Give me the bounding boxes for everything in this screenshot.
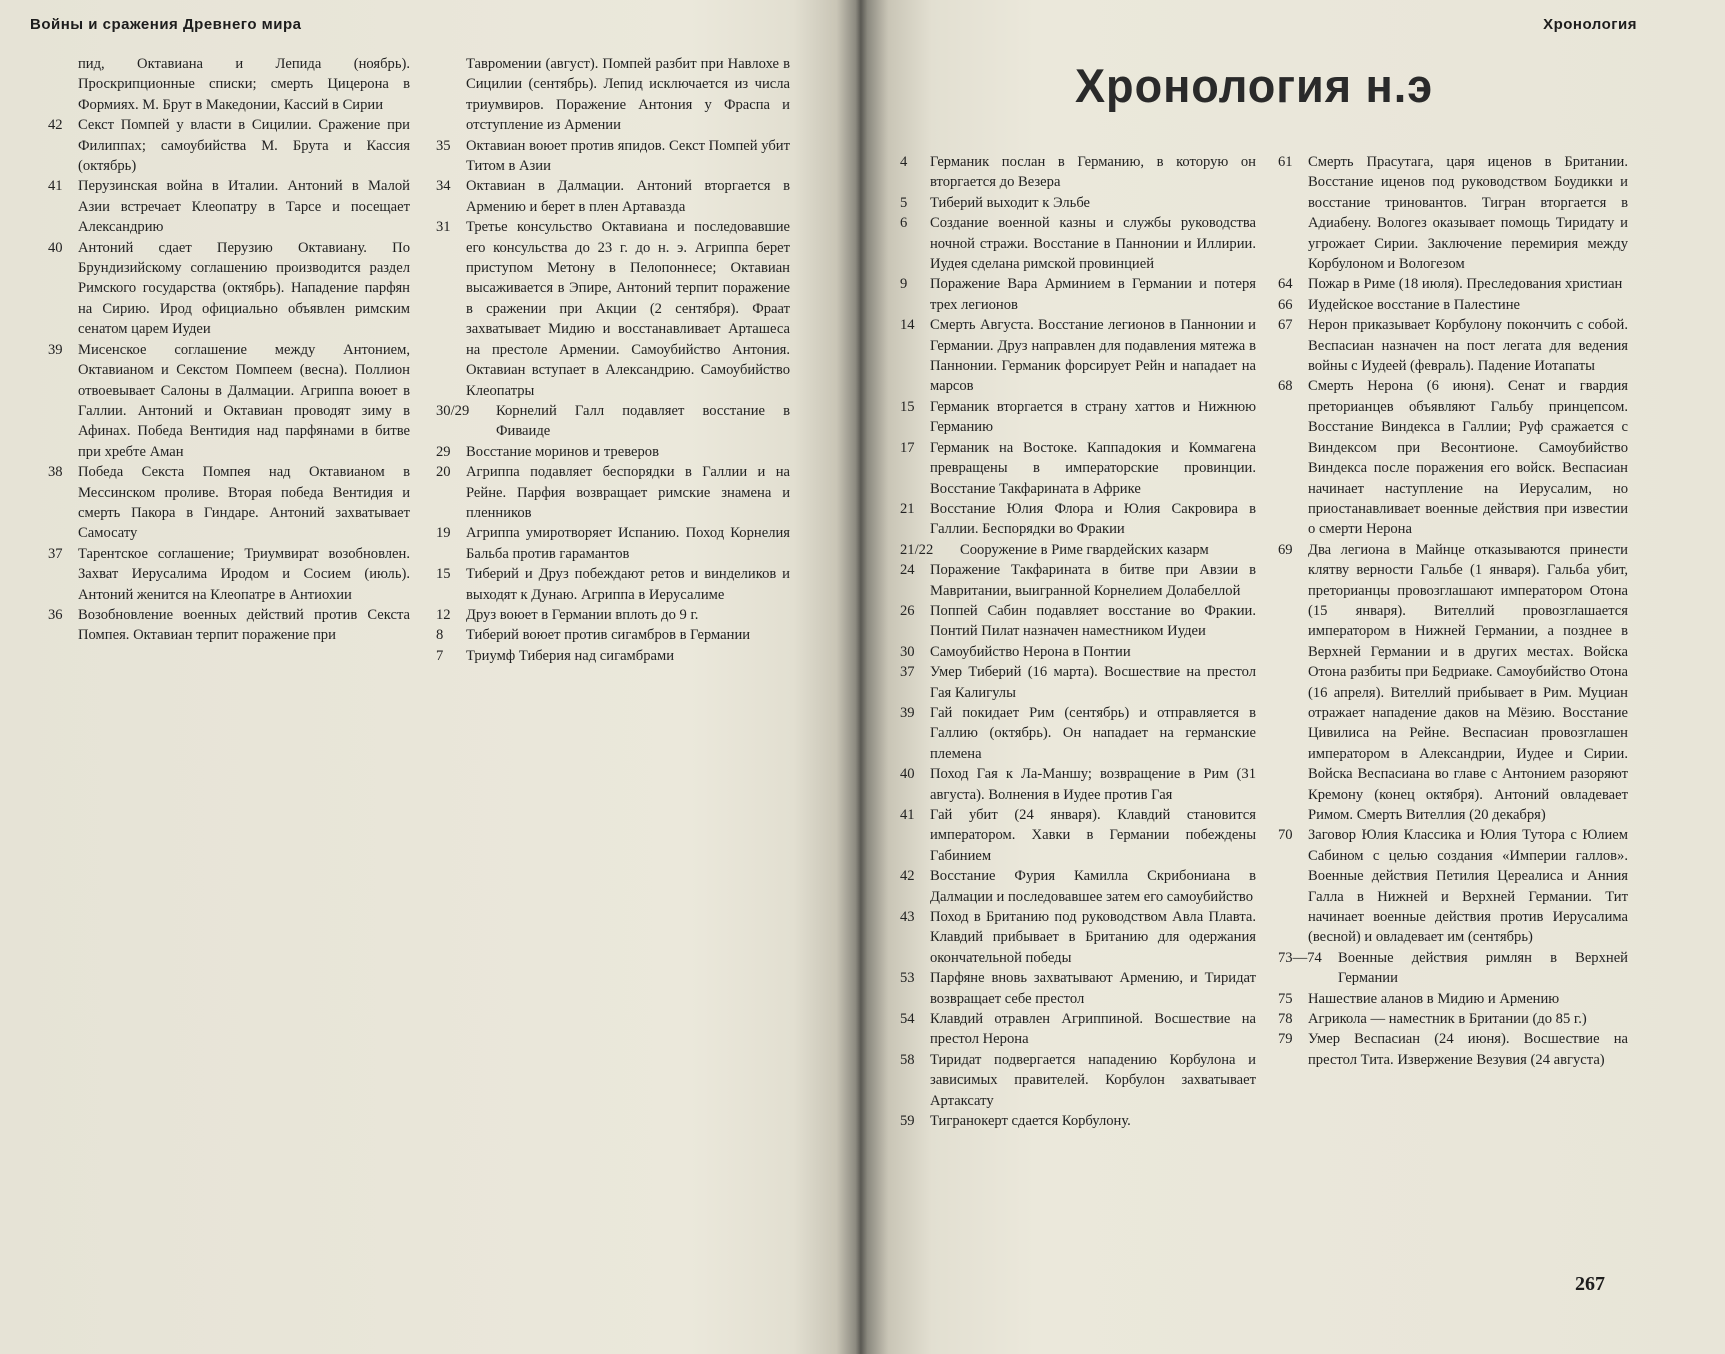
entry-text: Гай убит (24 января). Клавдий становится императором. Хавки в Германии побеждены Габинием bbox=[930, 807, 1256, 864]
entry-text: Агрикола — наместник в Британии (до 85 г.) bbox=[1308, 1011, 1587, 1028]
entry-year: 66 bbox=[1278, 296, 1293, 313]
entry-text: Друз воюет в Германии вплоть до 9 г. bbox=[466, 606, 699, 623]
chronology-entry bbox=[900, 438, 1256, 499]
left-column-1 bbox=[48, 54, 410, 646]
entry-year: 6 bbox=[900, 215, 908, 232]
right-column-1 bbox=[900, 152, 1256, 1132]
entry-text: Поход Гая к Ла-Маншу; возвращение в Рим (31 августа). Волнения в Иудее против Гая bbox=[930, 766, 1256, 803]
entry-year: 41 bbox=[48, 178, 63, 195]
chronology-entry bbox=[436, 176, 790, 217]
entry-text: Антоний сдает Перузию Октавиану. По Брундизийскому соглашению производится раздел Римского государства (октябрь). Нападение парфян на Сирию. Ирод официально объявлен римским сенатом царем Иудеи bbox=[78, 239, 410, 338]
chronology-entry bbox=[900, 601, 1256, 642]
entry-text: Нерон приказывает Корбулону покончить с собой. Веспасиан назначен на пост легата для ведения войны с Иудеей (февраль). Падение Иотапаты bbox=[1308, 317, 1628, 375]
entry-text: Восстание Фурия Камилла Скрибониана в Далмации и последовавшее затем его самоубийство bbox=[930, 868, 1256, 905]
entry-year: 34 bbox=[436, 178, 451, 195]
entry-text: Тиберий выходит к Эльбе bbox=[930, 194, 1091, 211]
entry-year: 36 bbox=[48, 606, 63, 623]
chronology-entry bbox=[436, 564, 790, 605]
chronology-entry bbox=[900, 213, 1256, 274]
chronology-entry bbox=[48, 176, 410, 237]
chronology-entry bbox=[900, 662, 1256, 703]
entry-text: Октавиан воюет против япидов. Секст Помпей убит Титом в Азии bbox=[466, 137, 790, 175]
chronology-entry bbox=[900, 499, 1256, 540]
chronology-entry bbox=[436, 136, 790, 177]
chronology-entry bbox=[900, 642, 1256, 662]
entry-year: 40 bbox=[48, 239, 63, 256]
chronology-entry bbox=[1278, 1029, 1628, 1070]
entry-text: Военные действия римлян в Верхней Германии bbox=[1338, 949, 1628, 987]
entry-year: 54 bbox=[900, 1011, 915, 1028]
chronology-entry bbox=[900, 1009, 1256, 1050]
entry-year: 68 bbox=[1278, 378, 1293, 395]
right-page bbox=[850, 0, 1725, 1354]
entry-text: Октавиан в Далмации. Антоний вторгается в Армению и берет в плен Артавазда bbox=[466, 178, 790, 215]
entry-year: 7 bbox=[436, 647, 444, 664]
entry-text: Германик на Востоке. Каппадокия и Коммагена превращены в императорские провинции. Восстание Такфарината в Африке bbox=[930, 439, 1256, 497]
chronology-entry bbox=[900, 968, 1256, 1009]
entry-year: 5 bbox=[900, 194, 908, 211]
entry-text: Третье консульство Октавиана и последовавшие его консульства до 23 г. до н. э. Агриппа берет приступом Метону в Пелопоннесе; Октавиан высаживается в Эпире, Антоний терпит поражение в сражении при Акции (2 сентября). Фраат захватывает Мидию и восстанавливает Арташеса на престоле Армении. Самоубийство Антония. Октавиан вступает в Александрию. Самоубийство Клеопатры bbox=[466, 219, 790, 399]
entry-text: Смерть Нерона (6 июня). Сенат и гвардия преторианцев объявляют Гальбу принцепсом. Восстание Виндекса в Галлии; Руф сражается с Виндексом при Весонтионе. Самоубийство Виндекса после поражения его войск. Веспасиан начинает наступление на Иерусалим, но приостанавливает военные действия при известии о смерти Нерона bbox=[1308, 378, 1628, 538]
chronology-entry bbox=[1278, 948, 1628, 989]
entry-text: Умер Тиберий (16 марта). Восшествие на престол Гая Калигулы bbox=[930, 664, 1256, 701]
chronology-entry bbox=[1278, 152, 1628, 274]
entry-text: Умер Веспасиан (24 июня). Восшествие на престол Тита. Извержение Везувия (24 августа) bbox=[1308, 1031, 1628, 1068]
chronology-entry bbox=[1278, 376, 1628, 539]
right-column-2 bbox=[1278, 152, 1628, 1070]
chronology-entry bbox=[48, 544, 410, 605]
entry-text: Возобновление военных действий против Секста Помпея. Октавиан терпит поражение при bbox=[78, 606, 410, 644]
entry-year: 61 bbox=[1278, 154, 1293, 170]
chronology-entry bbox=[48, 115, 410, 176]
chronology-entry bbox=[436, 625, 790, 645]
entry-text: Сооружение в Риме гвардейских казарм bbox=[960, 541, 1209, 558]
entry-year: 15 bbox=[436, 566, 451, 583]
entry-text: Германик послан в Германию, в которую он вторгается до Везера bbox=[930, 154, 1256, 191]
chronology-entry bbox=[1278, 315, 1628, 376]
entry-text: Тиридат подвергается нападению Корбулона и зависимых правителей. Корбулон захватывает Артаксату bbox=[930, 1051, 1256, 1109]
page-number: 267 bbox=[1575, 1273, 1605, 1295]
entry-year: 78 bbox=[1278, 1011, 1293, 1028]
entry-year: 39 bbox=[48, 341, 63, 358]
chronology-entry bbox=[900, 560, 1256, 601]
entry-text: Поражение Такфарината в битве при Авзии в Мавритании, выигранной Корнелием Долабеллой bbox=[930, 562, 1256, 599]
entry-text: Поражение Вара Арминием в Германии и потеря трех легионов bbox=[930, 276, 1256, 313]
chronology-entry bbox=[48, 605, 410, 646]
chronology-entry bbox=[48, 340, 410, 462]
entry-text: Пожар в Риме (18 июля). Преследования христиан bbox=[1308, 276, 1623, 293]
chronology-entry bbox=[900, 764, 1256, 805]
chronology-entry bbox=[900, 274, 1256, 315]
entry-year: 53 bbox=[900, 970, 915, 987]
entry-text: Нашествие аланов в Мидию и Армению bbox=[1308, 990, 1560, 1007]
entry-text: Агриппа подавляет беспорядки в Галлии и на Рейне. Парфия возвращает римские знамена и пленников bbox=[466, 464, 790, 521]
entry-text: Тиберий воюет против сигамбров в Германии bbox=[466, 627, 751, 644]
entry-text: Два легиона в Майнце отказываются принести клятву верности Гальбе (1 января). Гальба убит, преторианцы провозглашают императором Отона (15 января). Вителлий провозглашается императором в Нижней Германии, а позднее в Верхней Германии и в других местах. Войска Отона разбиты при Бедриаке. Самоубийство Отона (16 апреля). Вителлий прибывает в Рим. Муциан отражает нападение даков на Мёзию. Восстание Цивилиса на Рейне. Веспасиан провозглашен императором в Александрии, Иудее и Сирии. Войска Веспасиана во главе с Антонием разоряют Кремону (конец октября). Антоний овладевает Римом. Смерть Вителлия (20 декабря) bbox=[1308, 541, 1628, 823]
chronology-entry bbox=[436, 462, 790, 523]
entry-text: Парфяне вновь захватывают Армению, и Тиридат возвращает себе престол bbox=[930, 970, 1256, 1007]
chronology-entry bbox=[436, 401, 790, 442]
entry-year: 73—74 bbox=[1278, 949, 1322, 966]
entry-year: 75 bbox=[1278, 990, 1293, 1007]
entry-year: 59 bbox=[900, 1113, 915, 1130]
entry-year: 40 bbox=[900, 766, 915, 783]
running-head-left: Войны и сражения Древнего мира bbox=[30, 16, 302, 33]
entry-text: Иудейское восстание в Палестине bbox=[1308, 296, 1521, 313]
chronology-entry bbox=[900, 907, 1256, 968]
entry-year: 9 bbox=[900, 276, 908, 293]
chronology-entry bbox=[900, 397, 1256, 438]
entry-year: 70 bbox=[1278, 827, 1293, 844]
chronology-entry bbox=[900, 703, 1256, 764]
entry-year: 58 bbox=[900, 1051, 915, 1068]
entry-year: 37 bbox=[900, 664, 915, 681]
chronology-entry bbox=[48, 54, 410, 115]
chronology-entry bbox=[48, 462, 410, 544]
chronology-entry bbox=[436, 54, 790, 136]
entry-text: Создание военной казны и службы руководства ночной стражи. Восстание в Паннонии и Иллирии. Иудея сделана римской провинцией bbox=[930, 215, 1256, 273]
entry-text: Мисенское соглашение между Антонием, Октавианом и Секстом Помпеем (весна). Поллион отвоевывает Салоны в Далмации. Агриппа воюет в Галлии. Антоний и Октавиан проводят зиму в Афинах. Победа Вентидия над парфянами в битве при хребте Аман bbox=[78, 341, 410, 460]
entry-text: Восстание моринов и треверов bbox=[466, 443, 659, 460]
left-page bbox=[0, 0, 850, 1354]
entry-year: 64 bbox=[1278, 276, 1293, 293]
entry-year: 21 bbox=[900, 500, 915, 517]
chronology-entry bbox=[900, 1111, 1256, 1131]
entry-year: 12 bbox=[436, 606, 451, 623]
entry-text: Клавдий отравлен Агриппиной. Восшествие на престол Нерона bbox=[930, 1011, 1256, 1048]
entry-year: 79 bbox=[1278, 1031, 1293, 1048]
chronology-entry bbox=[900, 193, 1256, 213]
entry-text: пид, Октавиана и Лепида (ноябрь). Проскрипционные списки; смерть Цицерона в Формиях. М. Брут в Македонии, Кассий в Сирии bbox=[78, 56, 410, 113]
entry-text: Тарентское соглашение; Триумвират возобновлен. Захват Иерусалима Иродом и Сосием (июль). Антоний женится на Клеопатре в Антиохии bbox=[78, 545, 410, 603]
chronology-entry bbox=[900, 866, 1256, 907]
entry-text: Смерть Прасутага, царя иценов в Британии. Восстание иценов под руководством Боудикки и восстание триновантов. Тигран вторгается в Адиабену. Вологез оказывает помощь Тиридату и угрожает Сирии. Заключение перемирия между Корбулоном и Вологезом bbox=[1308, 154, 1628, 273]
chronology-entry bbox=[1278, 295, 1628, 315]
entry-year: 43 bbox=[900, 909, 915, 926]
running-head-right: Хронология bbox=[1543, 16, 1637, 33]
entry-text: Перузинская война в Италии. Антоний в Малой Азии встречает Клеопатру в Тарсе и посещает Александрию bbox=[78, 178, 410, 236]
chronology-entry bbox=[1278, 540, 1628, 826]
entry-year: 37 bbox=[48, 545, 63, 562]
chronology-entry bbox=[900, 540, 1256, 560]
entry-year: 31 bbox=[436, 219, 451, 236]
chronology-entry bbox=[436, 605, 790, 625]
entry-year: 24 bbox=[900, 562, 915, 579]
entry-text: Тавромении (август). Помпей разбит при Навлохе в Сицилии (сентябрь). Лепид исключается из числа триумвиров. Поражение Антония у Фраспа и отступление из Армении bbox=[466, 56, 790, 134]
chronology-entry bbox=[1278, 274, 1628, 294]
entry-year: 4 bbox=[900, 154, 908, 170]
entry-text: Секст Помпей у власти в Сицилии. Сражение при Филиппах; самоубийства М. Брута и Кассия (октябрь) bbox=[78, 117, 410, 175]
entry-year: 26 bbox=[900, 602, 915, 619]
chronology-entry bbox=[436, 217, 790, 401]
entry-text: Гай покидает Рим (сентябрь) и отправляется в Галлию (октябрь). Он нападает на германские племена bbox=[930, 704, 1256, 762]
entry-year: 42 bbox=[900, 868, 915, 885]
chronology-entry bbox=[1278, 1009, 1628, 1029]
chronology-entry bbox=[900, 315, 1256, 397]
entry-text: Восстание Юлия Флора и Юлия Сакровира в Галлии. Беспорядки во Фракии bbox=[930, 500, 1256, 538]
entry-text: Тигранокерт сдается Корбулону. bbox=[930, 1113, 1131, 1130]
entry-text: Поход в Британию под руководством Авла Плавта. Клавдий прибывает в Британию для одержания окончательной победы bbox=[930, 909, 1256, 966]
entry-year: 29 bbox=[436, 443, 451, 460]
entry-text: Триумф Тиберия над сигамбрами bbox=[466, 647, 675, 664]
entry-year: 30/29 bbox=[436, 402, 470, 419]
entry-year: 15 bbox=[900, 398, 915, 415]
entry-year: 69 bbox=[1278, 541, 1293, 558]
entry-year: 30 bbox=[900, 643, 915, 660]
entry-year: 20 bbox=[436, 464, 451, 481]
entry-year: 41 bbox=[900, 807, 915, 823]
chronology-entry bbox=[1278, 825, 1628, 947]
entry-year: 17 bbox=[900, 439, 915, 456]
entry-year: 42 bbox=[48, 117, 63, 134]
entry-text: Германик вторгается в страну хаттов и Нижнюю Германию bbox=[930, 398, 1256, 436]
entry-text: Корнелий Галл подавляет восстание в Фиваиде bbox=[496, 402, 790, 440]
chronology-entry bbox=[436, 523, 790, 564]
entry-text: Агриппа умиротворяет Испанию. Поход Корнелия Бальба против гарамантов bbox=[466, 525, 790, 562]
chronology-entry bbox=[48, 238, 410, 340]
entry-text: Победа Секста Помпея над Октавианом в Мессинском проливе. Вторая победа Вентидия и смерть Пакора в Гиндаре. Антоний захватывает Самосату bbox=[78, 464, 410, 542]
entry-text: Смерть Августа. Восстание легионов в Паннонии и Германии. Друз направлен для подавления мятежа в Паннонии. Германик форсирует Рейн и нападает на марсов bbox=[930, 317, 1256, 395]
chronology-entry bbox=[900, 152, 1256, 193]
entry-year: 39 bbox=[900, 704, 915, 721]
entry-year: 21/22 bbox=[900, 541, 934, 558]
entry-year: 8 bbox=[436, 627, 444, 644]
chronology-entry bbox=[900, 1050, 1256, 1111]
entry-text: Тиберий и Друз побеждают ретов и винделиков и выходят к Дунаю. Агриппа в Иерусалиме bbox=[466, 566, 790, 603]
chronology-entry bbox=[436, 646, 790, 666]
chronology-entry bbox=[1278, 989, 1628, 1009]
entry-text: Самоубийство Нерона в Понтии bbox=[930, 643, 1131, 660]
entry-text: Поппей Сабин подавляет восстание во Фракии. Понтий Пилат назначен наместником Иудеи bbox=[930, 602, 1256, 640]
entry-year: 67 bbox=[1278, 317, 1293, 334]
chronology-entry bbox=[436, 442, 790, 462]
left-column-2 bbox=[436, 54, 790, 666]
chapter-title: Хронология н.э bbox=[1075, 59, 1434, 112]
entry-year: 19 bbox=[436, 525, 451, 542]
entry-year: 38 bbox=[48, 464, 63, 481]
entry-year: 35 bbox=[436, 137, 451, 154]
entry-year: 14 bbox=[900, 317, 915, 334]
entry-text: Заговор Юлия Классика и Юлия Тутора с Юлием Сабином с целью создания «Империи галлов». Военные действия Петилия Цереалиса и Анния Галла в Нижней и Верхней Германии. Тит начинает военные действия против Иерусалима (весной) и овладевает им (сентябрь) bbox=[1308, 827, 1628, 946]
chronology-entry bbox=[900, 805, 1256, 866]
